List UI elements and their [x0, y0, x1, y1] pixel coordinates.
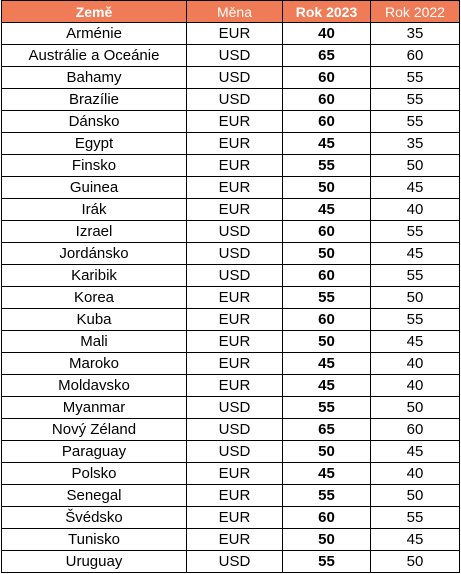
table-row	[2, 375, 460, 397]
cell-year-2022: 45	[371, 441, 460, 463]
cell-country: Švédsko	[2, 507, 187, 529]
cell-year-2023: 45	[283, 463, 371, 485]
cell-year-2022: 40	[371, 375, 460, 397]
cell-currency: USD	[187, 551, 283, 573]
cell-year-2022: 55	[371, 221, 460, 243]
cell-currency: USD	[187, 419, 283, 441]
cell-year-2022: 55	[371, 507, 460, 529]
cell-currency: EUR	[187, 111, 283, 133]
cell-currency: USD	[187, 397, 283, 419]
cell-year-2022: 50	[371, 551, 460, 573]
cell-year-2023: 60	[283, 89, 371, 111]
cell-year-2022: 40	[371, 463, 460, 485]
cell-currency: EUR	[187, 155, 283, 177]
cell-year-2022: 45	[371, 331, 460, 353]
table-row	[2, 331, 460, 353]
header-currency: Měna	[187, 1, 283, 23]
cell-country: Nový Zéland	[2, 419, 187, 441]
cell-year-2023: 45	[283, 199, 371, 221]
cell-year-2023: 65	[283, 45, 371, 67]
cell-country: Egypt	[2, 133, 187, 155]
cell-country: Finsko	[2, 155, 187, 177]
cell-year-2023: 55	[283, 551, 371, 573]
cell-year-2023: 65	[283, 419, 371, 441]
cell-currency: USD	[187, 221, 283, 243]
cell-year-2023: 60	[283, 309, 371, 331]
cell-country: Senegal	[2, 485, 187, 507]
cell-year-2023: 50	[283, 441, 371, 463]
cell-year-2023: 60	[283, 111, 371, 133]
header-year-2022: Rok 2022	[371, 1, 460, 23]
cell-currency: EUR	[187, 133, 283, 155]
cell-country: Korea	[2, 287, 187, 309]
cell-country: Austrálie a Oceánie	[2, 45, 187, 67]
cell-year-2023: 60	[283, 67, 371, 89]
cell-country: Paraguay	[2, 441, 187, 463]
cell-year-2023: 50	[283, 331, 371, 353]
rates-table	[1, 0, 460, 573]
cell-year-2023: 55	[283, 287, 371, 309]
cell-year-2022: 50	[371, 155, 460, 177]
cell-currency: USD	[187, 45, 283, 67]
cell-country: Moldavsko	[2, 375, 187, 397]
cell-currency: USD	[187, 441, 283, 463]
cell-year-2023: 50	[283, 529, 371, 551]
header-year-2023: Rok 2023	[283, 1, 371, 23]
cell-currency: EUR	[187, 23, 283, 45]
cell-country: Izrael	[2, 221, 187, 243]
cell-currency: USD	[187, 67, 283, 89]
cell-country: Karibik	[2, 265, 187, 287]
table-row	[2, 419, 460, 441]
cell-country: Kuba	[2, 309, 187, 331]
cell-year-2022: 50	[371, 485, 460, 507]
cell-currency: EUR	[187, 199, 283, 221]
table-row	[2, 45, 460, 67]
cell-country: Jordánsko	[2, 243, 187, 265]
cell-country: Maroko	[2, 353, 187, 375]
table-row	[2, 507, 460, 529]
table-row	[2, 155, 460, 177]
cell-year-2023: 50	[283, 243, 371, 265]
cell-year-2022: 55	[371, 265, 460, 287]
table-body	[2, 23, 460, 573]
cell-year-2022: 50	[371, 397, 460, 419]
cell-country: Mali	[2, 331, 187, 353]
table-row	[2, 287, 460, 309]
cell-year-2022: 35	[371, 133, 460, 155]
table-row	[2, 111, 460, 133]
cell-currency: EUR	[187, 309, 283, 331]
table-row	[2, 199, 460, 221]
cell-year-2023: 45	[283, 375, 371, 397]
table-row	[2, 67, 460, 89]
cell-year-2022: 60	[371, 45, 460, 67]
cell-country: Polsko	[2, 463, 187, 485]
table-row	[2, 89, 460, 111]
cell-year-2023: 60	[283, 507, 371, 529]
cell-year-2022: 40	[371, 199, 460, 221]
cell-year-2023: 45	[283, 133, 371, 155]
table-row	[2, 463, 460, 485]
cell-currency: EUR	[187, 463, 283, 485]
cell-currency: EUR	[187, 353, 283, 375]
cell-year-2022: 40	[371, 353, 460, 375]
cell-year-2022: 55	[371, 67, 460, 89]
cell-country: Brazílie	[2, 89, 187, 111]
cell-year-2023: 55	[283, 485, 371, 507]
cell-year-2022: 50	[371, 287, 460, 309]
cell-currency: EUR	[187, 375, 283, 397]
cell-year-2022: 45	[371, 529, 460, 551]
cell-year-2023: 60	[283, 221, 371, 243]
cell-year-2022: 45	[371, 177, 460, 199]
cell-country: Bahamy	[2, 67, 187, 89]
cell-country: Dánsko	[2, 111, 187, 133]
cell-currency: EUR	[187, 177, 283, 199]
cell-year-2023: 55	[283, 397, 371, 419]
cell-country: Tunisko	[2, 529, 187, 551]
table-row	[2, 23, 460, 45]
cell-currency: USD	[187, 89, 283, 111]
table-row	[2, 177, 460, 199]
cell-year-2023: 55	[283, 155, 371, 177]
cell-currency: EUR	[187, 529, 283, 551]
cell-year-2022: 45	[371, 243, 460, 265]
table-row	[2, 133, 460, 155]
cell-year-2023: 45	[283, 353, 371, 375]
cell-currency: EUR	[187, 485, 283, 507]
cell-year-2023: 60	[283, 265, 371, 287]
table-row	[2, 243, 460, 265]
cell-currency: USD	[187, 243, 283, 265]
table-row	[2, 221, 460, 243]
cell-currency: EUR	[187, 331, 283, 353]
cell-year-2022: 55	[371, 111, 460, 133]
cell-year-2022: 35	[371, 23, 460, 45]
cell-currency: EUR	[187, 507, 283, 529]
header-country: Země	[2, 1, 187, 23]
table-row	[2, 529, 460, 551]
table-row	[2, 441, 460, 463]
cell-country: Guinea	[2, 177, 187, 199]
cell-year-2023: 40	[283, 23, 371, 45]
cell-year-2022: 55	[371, 309, 460, 331]
header-row	[2, 1, 460, 23]
cell-year-2023: 50	[283, 177, 371, 199]
table-row	[2, 353, 460, 375]
table-row	[2, 485, 460, 507]
table-row	[2, 265, 460, 287]
cell-country: Myanmar	[2, 397, 187, 419]
cell-currency: USD	[187, 265, 283, 287]
cell-country: Irák	[2, 199, 187, 221]
rates-table-container	[1, 0, 460, 573]
cell-year-2022: 55	[371, 89, 460, 111]
table-row	[2, 551, 460, 573]
table-row	[2, 309, 460, 331]
table-row	[2, 397, 460, 419]
cell-currency: EUR	[187, 287, 283, 309]
cell-country: Uruguay	[2, 551, 187, 573]
cell-year-2022: 60	[371, 419, 460, 441]
cell-country: Arménie	[2, 23, 187, 45]
